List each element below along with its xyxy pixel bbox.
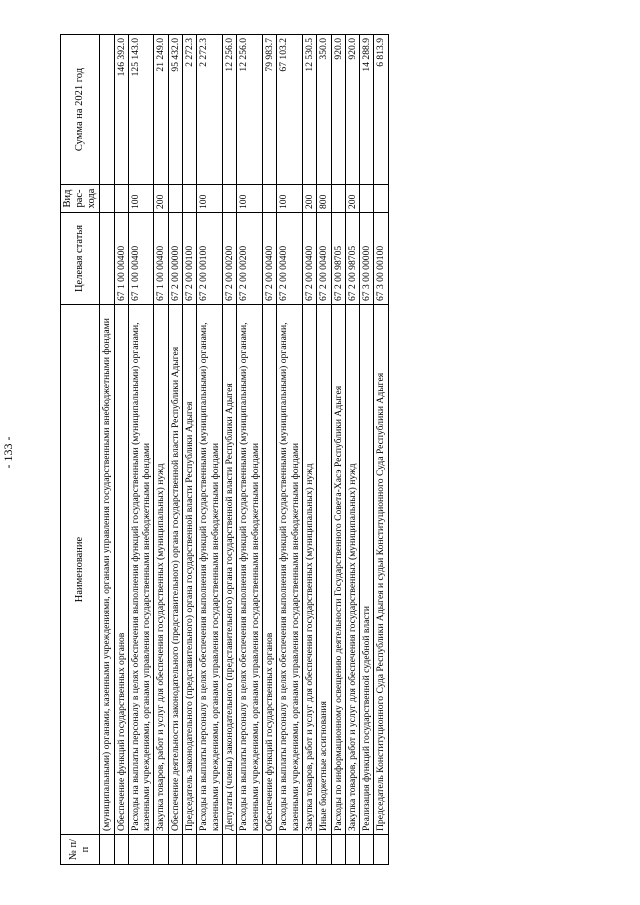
- cell-code: 67 2 00 00400: [317, 213, 331, 305]
- cell-name: Председатель Конституционного Суда Республики Адыгея и судьи Конституционного Суда Республики Адыгея: [374, 305, 388, 835]
- cell-name: Депутаты (члены) законодательного (представительного) органа государственной власти Республики Адыгея: [223, 305, 237, 835]
- cell-sum: 350.0: [317, 35, 331, 185]
- cell-type: [262, 185, 276, 213]
- cell-code: 67 2 00 98705: [345, 213, 359, 305]
- cell-num: [154, 835, 168, 865]
- cell-code: 67 2 00 00200: [237, 213, 263, 305]
- cell-name: Обеспечение функций государственных органов: [262, 305, 276, 835]
- cell-num: [262, 835, 276, 865]
- cell-num: [302, 835, 316, 865]
- header-name: Наименование: [61, 305, 100, 835]
- cell-name: Обеспечение функций государственных органов: [114, 305, 128, 835]
- cell-num: [331, 835, 345, 865]
- table-header-row: [61, 35, 100, 865]
- cell-code: 67 3 00 00000: [360, 213, 374, 305]
- cell-num: [374, 835, 388, 865]
- cell-type: [331, 185, 345, 213]
- header-code: Целевая статья: [61, 213, 100, 305]
- cell-type: [374, 185, 388, 213]
- cell-name: Председатель законодательного (представительного) органа государственной власти Республики Адыгея: [183, 305, 197, 835]
- cell-type: [183, 185, 197, 213]
- cell-sum: 95 432.0: [168, 35, 182, 185]
- cell-type: 100: [128, 185, 154, 213]
- cell-code: [100, 213, 114, 305]
- cell-sum: 12 256.0: [223, 35, 237, 185]
- cell-type: [223, 185, 237, 213]
- cell-sum: 21 249.0: [154, 35, 168, 185]
- cell-num: [100, 835, 114, 865]
- cell-name: Расходы на выплаты персоналу в целях обеспечения выполнения функций государственными (муниципальными) органами, казенными учреждениями, органами управления государственными внебюджетными фондами: [197, 305, 223, 835]
- cell-sum: 12 530.5: [302, 35, 316, 185]
- cell-code: 67 2 00 00400: [277, 213, 303, 305]
- cell-num: [183, 835, 197, 865]
- cell-num: [197, 835, 223, 865]
- table-row: [262, 35, 276, 865]
- cell-type: 100: [237, 185, 263, 213]
- cell-sum: 79 983.7: [262, 35, 276, 185]
- cell-code: 67 2 00 98705: [331, 213, 345, 305]
- cell-num: [223, 835, 237, 865]
- cell-num: [114, 835, 128, 865]
- table-row: [237, 35, 263, 865]
- cell-type: [100, 185, 114, 213]
- cell-num: [277, 835, 303, 865]
- cell-type: [360, 185, 374, 213]
- cell-code: 67 1 00 00400: [128, 213, 154, 305]
- cell-sum: 14 288.9: [360, 35, 374, 185]
- cell-num: [345, 835, 359, 865]
- header-num: № п/п: [61, 835, 100, 865]
- cell-name: Расходы по информационному освещению деятельности Государственного Совета-Хасэ Республики Адыгея: [331, 305, 345, 835]
- cell-sum: 146 392.0: [114, 35, 128, 185]
- cell-code: 67 2 00 00400: [302, 213, 316, 305]
- table-row: [317, 35, 331, 865]
- cell-sum: [100, 35, 114, 185]
- table-row: [100, 35, 114, 865]
- table-row: [302, 35, 316, 865]
- cell-type: 100: [197, 185, 223, 213]
- table-row: [345, 35, 359, 865]
- cell-sum: 125 143.0: [128, 35, 154, 185]
- cell-code: 67 2 00 00100: [197, 213, 223, 305]
- cell-code: 67 1 00 00400: [154, 213, 168, 305]
- cell-code: 67 2 00 00400: [262, 213, 276, 305]
- cell-num: [360, 835, 374, 865]
- cell-code: 67 1 00 00400: [114, 213, 128, 305]
- table-row: [360, 35, 374, 865]
- cell-name: Расходы на выплаты персоналу в целях обеспечения выполнения функций государственными (муниципальными) органами, казенными учреждениями, органами управления государственными внебюджетными фондами: [277, 305, 303, 835]
- cell-code: 67 3 00 00100: [374, 213, 388, 305]
- cell-code: 67 2 00 00100: [183, 213, 197, 305]
- table-row: [223, 35, 237, 865]
- cell-name: Закупка товаров, работ и услуг для обеспечения государственных (муниципальных) нужд: [345, 305, 359, 835]
- cell-sum: 2 272.3: [183, 35, 197, 185]
- cell-name: (муниципальными) органами, казенными учреждениями, органами управления государственными внебюджетными фондами: [100, 305, 114, 835]
- cell-type: 800: [317, 185, 331, 213]
- cell-num: [237, 835, 263, 865]
- table-row: [114, 35, 128, 865]
- table-row: [154, 35, 168, 865]
- cell-type: 200: [345, 185, 359, 213]
- table-row: [183, 35, 197, 865]
- cell-name: Обеспечение деятельности законодательного (представительного) органа государственной власти Республики Адыгея: [168, 305, 182, 835]
- cell-sum: 6 813.9: [374, 35, 388, 185]
- cell-type: [114, 185, 128, 213]
- cell-type: 200: [154, 185, 168, 213]
- cell-name: Расходы на выплаты персоналу в целях обеспечения выполнения функций государственными (муниципальными) органами, казенными учреждениями, органами управления государственными внебюджетными фондами: [237, 305, 263, 835]
- budget-table: [60, 34, 389, 865]
- cell-type: 200: [302, 185, 316, 213]
- cell-name: Иные бюджетные ассигнования: [317, 305, 331, 835]
- cell-num: [168, 835, 182, 865]
- header-sum: Сумма на 2021 год: [61, 35, 100, 185]
- cell-code: 67 2 00 00200: [223, 213, 237, 305]
- table-row: [331, 35, 345, 865]
- cell-num: [317, 835, 331, 865]
- page-number: - 133 -: [1, 436, 15, 469]
- table-row: [197, 35, 223, 865]
- table-row: [277, 35, 303, 865]
- table-row: [128, 35, 154, 865]
- cell-name: Расходы на выплаты персоналу в целях обеспечения выполнения функций государственными (муниципальными) органами, казенными учреждениями, органами управления государственными внебюджетными фондами: [128, 305, 154, 835]
- cell-name: Закупка товаров, работ и услуг для обеспечения государственных (муниципальных) нужд: [302, 305, 316, 835]
- header-type: Вид рас-хода: [61, 185, 100, 213]
- cell-sum: 920.0: [345, 35, 359, 185]
- cell-code: 67 2 00 00000: [168, 213, 182, 305]
- cell-name: Закупка товаров, работ и услуг для обеспечения государственных (муниципальных) нужд: [154, 305, 168, 835]
- cell-sum: 2 272.3: [197, 35, 223, 185]
- table-row: [168, 35, 182, 865]
- cell-name: Реализация функций государственной судебной власти: [360, 305, 374, 835]
- cell-type: 100: [277, 185, 303, 213]
- cell-sum: 920.0: [331, 35, 345, 185]
- table-row: [374, 35, 388, 865]
- cell-sum: 12 256.0: [237, 35, 263, 185]
- cell-sum: 67 103.2: [277, 35, 303, 185]
- cell-num: [128, 835, 154, 865]
- cell-type: [168, 185, 182, 213]
- table-body: [100, 35, 389, 865]
